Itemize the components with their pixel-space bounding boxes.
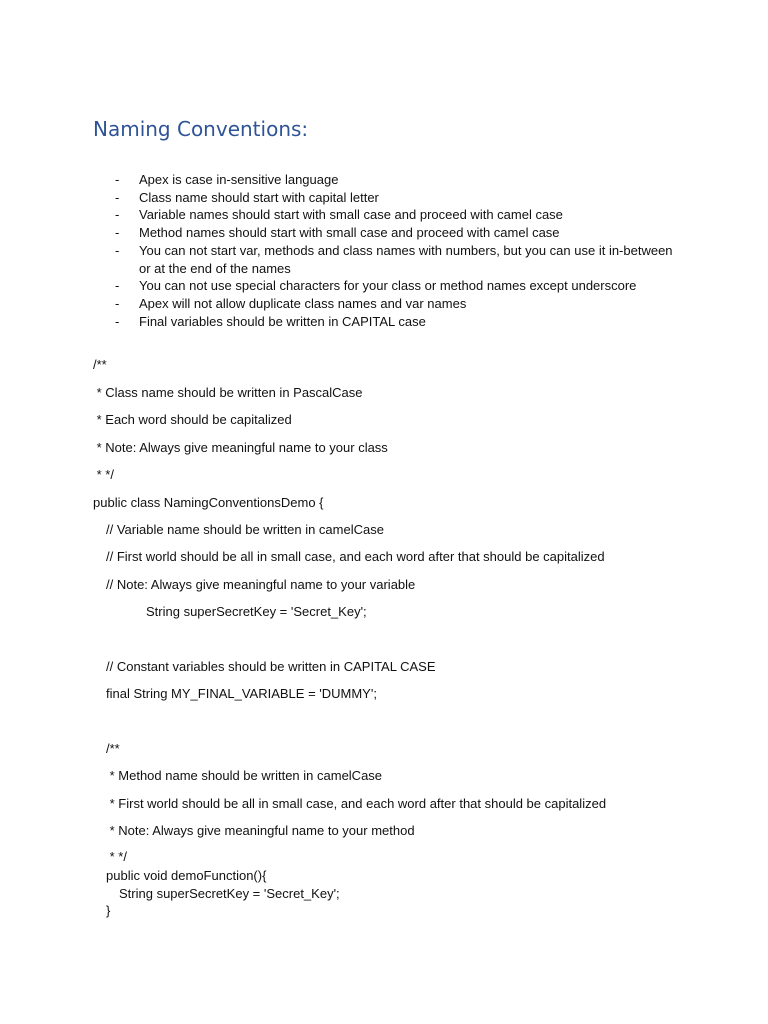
bullet-marker: - [115,189,120,205]
code-line: public void demoFunction(){ [106,868,267,883]
code-line: * Each word should be capitalized [93,412,292,427]
code-line: public class NamingConventionsDemo { [93,495,324,510]
code-line: String superSecretKey = 'Secret_Key'; [146,604,367,619]
bullet-marker: - [115,242,120,258]
list-item: - Variable names should start with small case and proceed with camel case [115,207,563,223]
code-line: // Constant variables should be written in CAPITAL CASE [106,659,436,674]
code-line: // Variable name should be written in camelCase [106,522,384,537]
bullet-marker: - [115,278,120,294]
bullet-marker: - [115,207,120,223]
code-line: * Note: Always give meaningful name to your class [93,440,388,455]
bullet-marker: - [115,295,120,311]
list-item: - Apex is case in-sensitive language [115,172,339,187]
code-line: * Note: Always give meaningful name to your method [106,823,415,838]
code-line: /** [106,741,120,756]
code-line: // Note: Always give meaningful name to your variable [106,577,416,592]
bullet-marker: - [115,172,120,187]
list-item: - You can not use special characters for your class or method names except underscore [115,278,637,294]
code-line: * Class name should be written in PascalCase [93,385,363,400]
list-item: - You can not start var, methods and class names with numbers, but you can use it in-between or at the end of the names [115,242,673,276]
code-line: * First world should be all in small case, and each word after that should be capitalized [106,796,607,811]
bullet-marker: - [115,225,120,241]
code-line: final String MY_FINAL_VARIABLE = 'DUMMY'; [106,686,377,701]
code-line: * */ [93,467,114,482]
code-line: // First world should be all in small case, and each word after that should be capitalized [106,549,605,564]
page-title: Naming Conventions: [93,117,309,141]
code-line: /** [93,357,107,372]
bullet-marker: - [115,313,120,329]
code-line: * */ [106,849,127,864]
code-line: String superSecretKey = 'Secret_Key'; [119,886,340,901]
list-item: - Apex will not allow duplicate class names and var names [115,295,467,311]
list-item: - Final variables should be written in CAPITAL case [115,313,426,329]
code-line: * Method name should be written in camelCase [106,768,383,783]
list-item: - Class name should start with capital letter [115,189,379,205]
code-line: } [106,903,111,918]
list-item: - Method names should start with small case and proceed with camel case [115,225,560,241]
